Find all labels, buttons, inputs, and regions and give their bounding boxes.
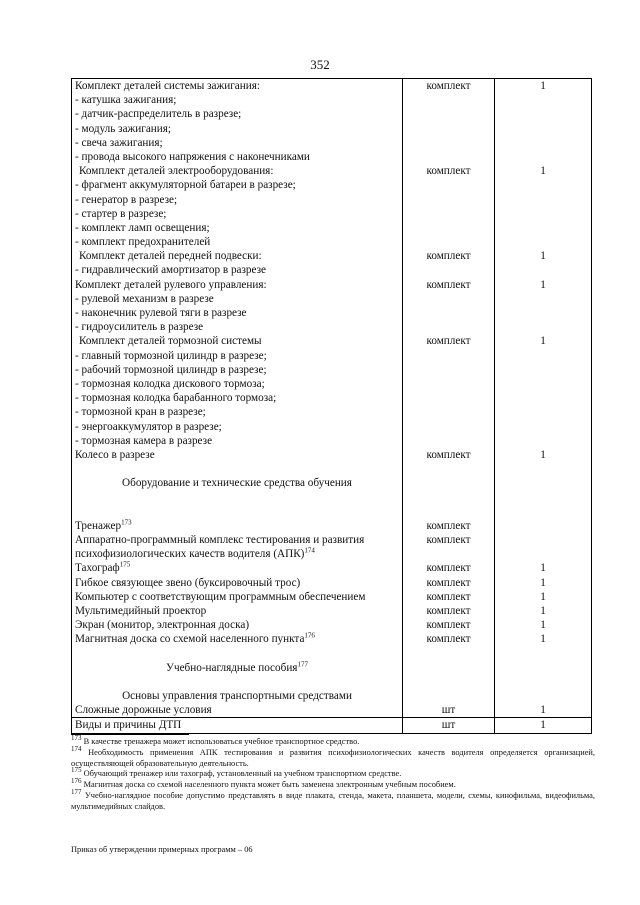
- unit-value: [406, 490, 491, 504]
- footnote: [71, 788, 595, 813]
- quantity-value: 1: [540, 590, 546, 603]
- item-line: Аппаратно-программный комплекс тестирования и развития: [75, 534, 365, 546]
- page-number: 352: [310, 57, 330, 72]
- unit-value: [406, 675, 491, 689]
- quantity-value: 1: [540, 448, 546, 461]
- quantity-value: [498, 93, 588, 107]
- footnote-ref: 174: [304, 547, 315, 555]
- item-line: - главный тормозной цилиндр в разрезе;: [75, 349, 267, 362]
- item-line: - тормозная камера в разрезе: [75, 434, 213, 447]
- item-line: Комплект деталей передней подвески:: [79, 250, 262, 263]
- quantity-value: [498, 661, 588, 675]
- quantity-value: [498, 519, 588, 533]
- item-line: - рабочий тормозной цилиндр в разрезе;: [75, 363, 267, 376]
- unit-value: [406, 547, 491, 561]
- item-line: Оборудование и технические средства обучения: [122, 477, 352, 490]
- quantity-value: [498, 306, 588, 320]
- unit-value: [406, 363, 491, 377]
- unit-value: комплект: [426, 448, 471, 461]
- item-name-cell: [72, 718, 403, 733]
- footnote-ref: 177: [297, 660, 308, 668]
- item-line: - гидроусилитель в разрезе: [75, 321, 204, 334]
- quantity-value: [498, 320, 588, 334]
- unit-value: [406, 377, 491, 391]
- unit-value: [406, 150, 491, 164]
- unit-value: [406, 661, 491, 675]
- quantity-value: [498, 547, 588, 561]
- footnote: [71, 734, 595, 748]
- item-line: Основы управления транспортными средствами: [122, 690, 352, 703]
- item-line: - энергоаккумулятор в разрезе;: [75, 420, 222, 433]
- footnote-text: Необходимость применения АПК тестирования и развития психофизиологических качеств водителя определяется организацией, осуществляющей образовательную деятельность.: [71, 747, 595, 768]
- unit-value: [406, 647, 491, 661]
- item-line: - тормозной кран в разрезе;: [75, 406, 206, 419]
- quantity-value: [498, 263, 588, 277]
- footnote-text: Магнитная доска со схемой населенного пункта может быть заменена электронным учебным пособием.: [81, 780, 456, 790]
- quantity-value: 1: [540, 165, 546, 178]
- unit-value: [406, 320, 491, 334]
- quantity-value: [498, 490, 588, 504]
- unit-value: комплект: [426, 278, 471, 291]
- quantity-cell: [495, 718, 592, 733]
- blank-line: [75, 675, 399, 689]
- table-row: [72, 718, 592, 733]
- quantity-value: 1: [540, 576, 546, 589]
- unit-value: [406, 349, 491, 363]
- unit-value: шт: [441, 704, 456, 717]
- footnote-text: Обучающий тренажер или тахограф, установленный на учебном транспортном средстве.: [81, 769, 402, 779]
- quantity-value: [498, 505, 588, 519]
- quantity-value: [498, 122, 588, 136]
- footnote-text: Учебно-наглядное пособие допустимо представлять в виде плаката, стенда, макета, планшета, модели, схемы, кинофильма, видеофильма, мультимедийных слайдов.: [71, 790, 595, 811]
- item-line: - генератор в разрезе;: [75, 193, 178, 206]
- unit-value: [406, 178, 491, 192]
- unit-value: [406, 93, 491, 107]
- item-line: - рулевой механизм в разрезе: [75, 292, 214, 305]
- item-line: - гидравлический амортизатор в разрезе: [75, 264, 267, 277]
- unit-value: [406, 306, 491, 320]
- footnote-ref: 173: [121, 518, 132, 527]
- page-footer: Приказ об утверждении примерных программ – 06: [71, 845, 253, 854]
- unit-value: комплект: [426, 335, 471, 348]
- item-line: Экран (монитор, электронная доска): [75, 619, 250, 632]
- equipment-table: [71, 78, 592, 734]
- item-line: - провода высокого напряжения с наконечниками: [75, 150, 310, 163]
- quantity-value: 1: [540, 719, 546, 732]
- unit-value: комплект: [426, 604, 471, 617]
- quantity-value: [498, 136, 588, 150]
- unit-value: комплект: [426, 590, 471, 603]
- quantity-value: [498, 689, 588, 703]
- quantity-value: 1: [540, 604, 546, 617]
- footnote-mark: 175: [71, 766, 82, 775]
- quantity-value: [498, 377, 588, 391]
- unit-value: комплект: [426, 619, 471, 632]
- unit-value: [406, 391, 491, 405]
- quantity-value: [498, 434, 588, 448]
- quantity-value: [498, 207, 588, 221]
- quantity-value: 1: [540, 80, 546, 92]
- table-row: [72, 79, 592, 718]
- item-line: Мультимедийный проектор: [75, 604, 207, 617]
- item-line: - стартер в разрезе;: [75, 207, 167, 220]
- item-line: - тормозная колодка дискового тормоза;: [75, 377, 265, 390]
- footnote-divider: [71, 734, 189, 735]
- unit-cell: [403, 79, 495, 718]
- quantity-value: [498, 107, 588, 121]
- quantity-value: 1: [540, 633, 546, 646]
- footnote-mark: 174: [71, 745, 82, 753]
- unit-value: [406, 235, 491, 249]
- quantity-value: [498, 235, 588, 249]
- footnote-mark: 176: [71, 777, 82, 786]
- item-line: Сложные дорожные условия: [75, 704, 212, 717]
- quantity-value: [498, 349, 588, 363]
- footnote-mark: 173: [71, 734, 82, 743]
- unit-value: [406, 420, 491, 434]
- unit-value: комплект: [426, 80, 471, 92]
- quantity-value: [498, 647, 588, 661]
- unit-value: комплект: [426, 519, 471, 532]
- item-line: - наконечник рулевой тяги в разрезе: [75, 307, 247, 319]
- quantity-value: 1: [540, 619, 546, 632]
- quantity-value: 1: [540, 250, 546, 263]
- item-line: - свеча зажигания;: [75, 136, 163, 149]
- quantity-value: 1: [540, 704, 546, 717]
- unit-value: [406, 505, 491, 519]
- unit-value: комплект: [426, 250, 471, 263]
- footnote: [71, 766, 595, 780]
- item-line: психофизиологических качеств водителя (АПК)$^{174}$: [75, 547, 315, 561]
- item-line: - датчик-распределитель в разрезе;: [75, 108, 242, 121]
- unit-value: комплект: [426, 165, 471, 178]
- item-line: Тахограф$^{175}$: [75, 561, 131, 575]
- unit-cell: [403, 718, 495, 733]
- quantity-value: [498, 292, 588, 306]
- item-line: - комплект ламп освещения;: [75, 221, 210, 234]
- item-line: Комплект деталей тормозной системы: [79, 335, 262, 348]
- item-line: - фрагмент аккумуляторной батареи в разрезе;: [75, 179, 296, 192]
- quantity-value: [498, 221, 588, 235]
- unit-value: комплект: [426, 633, 471, 646]
- quantity-value: [498, 150, 588, 164]
- item-line: Комплект деталей электрооборудования:: [79, 165, 274, 178]
- quantity-value: [498, 193, 588, 207]
- unit-value: [406, 263, 491, 277]
- footnote-ref: 175: [119, 561, 131, 569]
- footnote-ref: 176: [304, 632, 315, 640]
- item-line: - тормозная колодка барабанного тормоза;: [75, 392, 277, 405]
- quantity-value: [498, 363, 588, 377]
- unit-value: [406, 292, 491, 306]
- item-line: Гибкое связующее звено (буксировочный трос): [75, 576, 301, 589]
- unit-value: [406, 122, 491, 136]
- unit-value: [406, 462, 491, 476]
- quantity-value: [498, 420, 588, 434]
- quantity-value: [498, 675, 588, 689]
- item-name-cell: [72, 79, 403, 718]
- footnote-text: В качестве тренажера может использоваться учебное транспортное средство.: [81, 737, 360, 746]
- blank-line: [75, 462, 399, 476]
- item-line: - комплект предохранителей: [75, 236, 211, 249]
- blank-line: [75, 647, 399, 661]
- unit-value: [406, 193, 491, 207]
- quantity-value: [498, 476, 588, 490]
- quantity-value: [498, 405, 588, 419]
- unit-value: [406, 434, 491, 448]
- unit-value: [406, 689, 491, 703]
- item-line: Магнитная доска со схемой населенного пункта$^{176}$: [75, 632, 315, 646]
- unit-value: [406, 107, 491, 121]
- unit-value: [406, 405, 491, 419]
- unit-value: комплект: [426, 576, 471, 589]
- item-line: - модуль зажигания;: [75, 122, 172, 135]
- footnotes: [71, 734, 595, 813]
- quantity-value: [498, 533, 588, 547]
- item-line: Комплект деталей рулевого управления:: [75, 278, 267, 291]
- item-line: Колесо в разрезе: [75, 448, 155, 461]
- footnote: [71, 745, 595, 770]
- quantity-cell: [495, 79, 592, 718]
- item-line: Компьютер с соответствующим программным обеспечением: [75, 590, 366, 603]
- unit-value: [406, 221, 491, 235]
- blank-line: [75, 490, 399, 504]
- unit-value: [406, 207, 491, 221]
- item-line: Тренажер$^{173}$: [75, 518, 132, 532]
- quantity-value: 1: [540, 278, 546, 291]
- unit-value: комплект: [426, 562, 471, 575]
- item-line: Учебно-наглядные пособия$^{177}$: [166, 660, 308, 674]
- unit-value: [406, 476, 491, 490]
- blank-line: [75, 505, 399, 519]
- item-line: - катушка зажигания;: [75, 94, 177, 107]
- unit-value: [406, 136, 491, 150]
- item-line: Комплект деталей системы зажигания:: [75, 80, 261, 92]
- quantity-value: 1: [540, 335, 546, 348]
- unit-value: шт: [441, 719, 456, 732]
- footnote: [71, 777, 595, 791]
- unit-value: комплект: [426, 534, 471, 546]
- quantity-value: [498, 462, 588, 476]
- quantity-value: [498, 391, 588, 405]
- item-line: Виды и причины ДТП: [75, 719, 182, 732]
- footnote-mark: 177: [71, 788, 82, 797]
- quantity-value: [498, 178, 588, 192]
- quantity-value: 1: [540, 562, 546, 575]
